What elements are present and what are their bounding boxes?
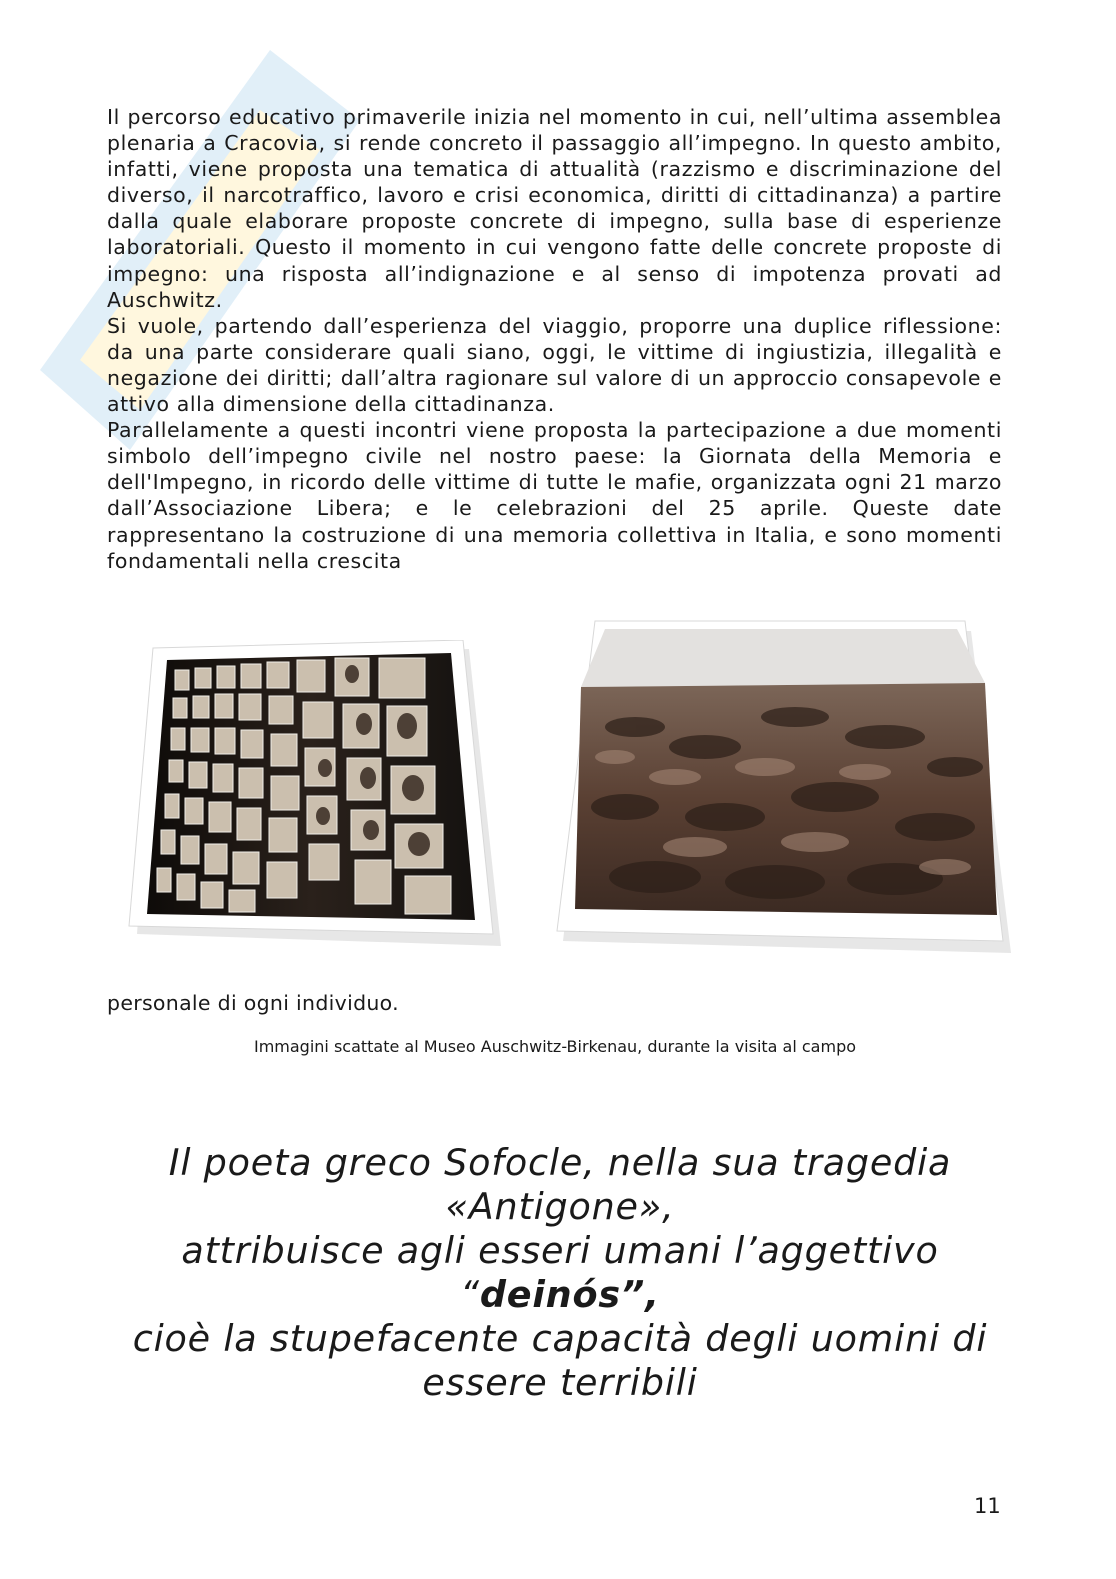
paragraph-2: Si vuole, partendo dall’esperienza del viaggio, proporre una duplice riflessione: da una parte considerare quali siano, oggi, le vittime di ingiustizia, illegalità e negazione dei diritti; dall’altra ragionare sul valore di un approccio consapevole e attivo alla dimensione della cittadinanza. (107, 313, 1002, 417)
quote-line-6: essere terribili (422, 1361, 698, 1404)
image-caption: Immagini scattate al Museo Auschwitz-Birkenau, durante la visita al campo (253, 1037, 857, 1056)
page-number: 11 (974, 1494, 1001, 1518)
quote-line-1: Il poeta greco Sofocle, nella sua tragedia (168, 1141, 952, 1184)
quote-open-mark: “ (460, 1273, 480, 1316)
quote-emphasis-deinos: deinós (479, 1273, 621, 1316)
paragraph-1: Il percorso educativo primaverile inizia nel momento in cui, nell’ultima assemblea plenaria a Cracovia, si rende concreto il passaggio all’impegno. In questo ambito, infatti, viene proposta una tematica di attualità (razzismo e discriminazione del diverso, il narcotraffico, lavoro e crisi economica, diritti di cittadinanza) a partire dalla quale elaborare proposte concrete di impegno, sulla base di esperienze laboratoriali. Questo il momento in cui vengono fatte delle concrete proposte di impegno: una risposta all’indignazione e al senso di impotenza provati ad Auschwitz. (107, 105, 1002, 312)
quote-close-mark: ”, (620, 1273, 660, 1316)
paragraph-3: Parallelamente a questi incontri viene proposta la partecipazione a due momenti simbolo dell’impegno civile nel nostro paese: la Giornata della Memoria e dell'Impegno, in ricordo delle vittime di tutte le mafie, organizzata ogni 21 marzo dall’Associazione Libera; e le celebrazioni del 25 aprile. Queste date rappresentano la costruzione di una memoria collettiva in Italia, e sono momenti fondamentali nella crescita (107, 418, 1002, 573)
paragraph-tail: personale di ogni individuo. (107, 991, 399, 1015)
quote-line-2: «Antigone», (445, 1185, 675, 1228)
photo-shoes-pile (555, 617, 1015, 957)
body-text (107, 104, 1002, 574)
photo-portrait-wall (125, 640, 515, 950)
quote-line-3: attribuisce agli esseri umani l’aggettivo (181, 1229, 939, 1272)
quote-line-4 (60, 1273, 1060, 1317)
sofocle-quote (60, 1141, 1060, 1405)
quote-line-5: cioè la stupefacente capacità degli uomini di (132, 1317, 988, 1360)
